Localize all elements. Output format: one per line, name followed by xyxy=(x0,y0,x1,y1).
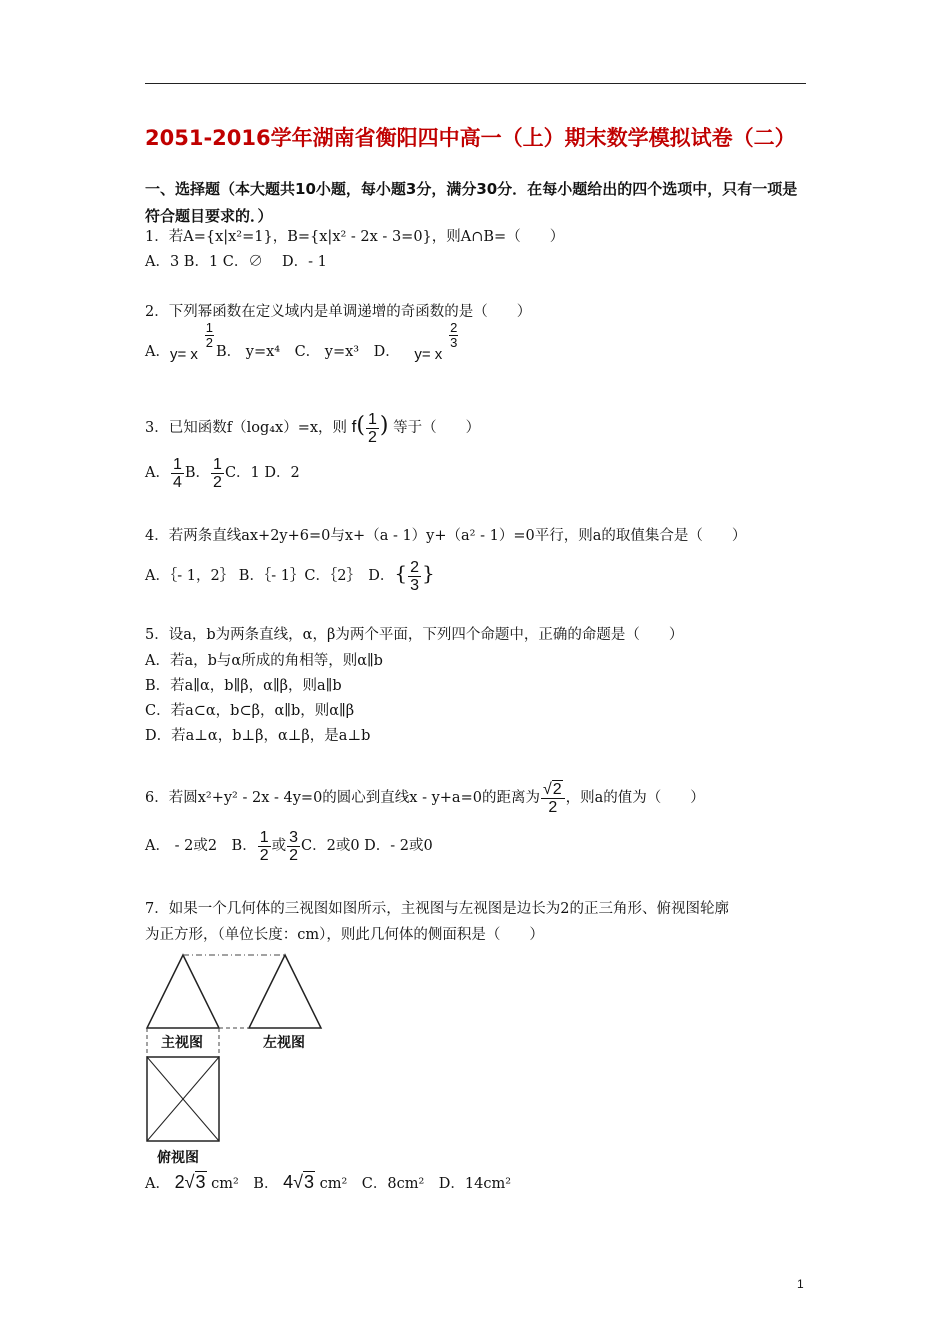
q6-d2: 2 xyxy=(289,846,299,864)
q3-stem-a: 3．已知函数f（log₄x）=x，则 xyxy=(145,420,348,436)
q7-b-rad: 3 xyxy=(303,1172,314,1192)
q6-options xyxy=(145,826,433,866)
q2-option-a-label: A． xyxy=(145,344,170,360)
q5-option-d: D．若a⊥α，b⊥β，α⊥β，是a⊥b xyxy=(145,728,371,744)
q2-a-exp-den: 2 xyxy=(205,335,213,350)
q5-option-a: A．若a，b与α所成的角相等，则α∥b xyxy=(145,653,383,669)
q4-d-num: 2 xyxy=(410,558,420,576)
front-view-triangle xyxy=(147,955,219,1028)
q3-fraction xyxy=(366,411,379,446)
q7-opt-a: A． xyxy=(145,1176,170,1192)
q3-b-den: 2 xyxy=(213,473,222,491)
q3-a-den: 4 xyxy=(172,473,182,491)
q4-options: A．｛- 1，2｝ B．｛- 1｝C．｛2｝ D．{ $\frac{2}{3}$ } xyxy=(145,558,435,594)
q2-power-base-d: y= x xyxy=(414,346,443,363)
q1-options: A．3 B．1 C．∅ D．- 1 xyxy=(145,254,327,270)
q3-f: f xyxy=(351,417,357,436)
left-view-label: 左视图 xyxy=(263,1035,305,1051)
q2-options xyxy=(145,320,458,372)
q7-a-expr: 2√3 xyxy=(174,1172,206,1192)
q6-sqrt-radicand: 2 xyxy=(552,780,562,798)
q3-b-num: 1 xyxy=(213,455,222,473)
q2-a-exp-num: 1 xyxy=(205,320,213,335)
q7-a-rad: 3 xyxy=(195,1172,206,1192)
q6-stem-a: 6．若圆x²+y² - 2x - 4y=0的圆心到直线x - y+a=0的距离为 xyxy=(145,790,540,806)
left-view-triangle xyxy=(249,955,321,1028)
q6-opt-a: A． - 2或2 B． xyxy=(145,838,257,854)
q3-stem: 3．已知函数f（log₄x）=x，则 f( $\frac{1}{2}$ ) 等于（ ） xyxy=(145,410,481,446)
q2-options-mid: B． y=x⁴ C． y=x³ D． xyxy=(215,344,400,360)
q7-options xyxy=(145,1164,511,1200)
q6-b-frac1 xyxy=(258,829,271,864)
q7-a-unit: cm² B． xyxy=(211,1176,279,1192)
q4-d-frac xyxy=(408,559,421,594)
three-view-figure xyxy=(140,950,340,1155)
q7-b-expr: 4√3 xyxy=(283,1172,314,1192)
q3-opt-b: B． xyxy=(184,465,211,481)
q2-power-d xyxy=(414,320,458,369)
q3-b-frac xyxy=(211,456,224,491)
q6-b-frac2 xyxy=(287,829,300,864)
front-view-label: 主视图 xyxy=(161,1035,203,1051)
q2-stem: 2．下列幂函数在定义域内是单调递增的奇函数的是（ ） xyxy=(145,304,532,320)
q3-options xyxy=(145,453,300,493)
q7-stem-line2: 为正方形，（单位长度：cm），则此几何体的侧面积是（ ） xyxy=(145,927,544,943)
q6-opt-rest: C．2或0 D．- 2或0 xyxy=(301,838,433,854)
q3-a-num: 1 xyxy=(172,455,182,473)
page-number: 1 xyxy=(797,1277,804,1291)
q7-stem-line1: 7．如果一个几何体的三视图如图所示，主视图与左视图是边长为2的正三角形、俯视图轮廓 xyxy=(145,901,729,917)
q4-options-text: A．｛- 1，2｝ B．｛- 1｝C．｛2｝ D． xyxy=(145,568,395,584)
q5-option-c: C．若a⊂α，b⊂β，α∥b，则α∥β xyxy=(145,703,355,719)
q6-stem-b: ，则a的值为（ ） xyxy=(565,790,705,806)
q3-frac-den: 2 xyxy=(368,428,377,446)
q1-stem: 1．若A={x|x²=1}，B={x|x² - 2x - 3=0}，则A∩B=（ ） xyxy=(145,229,565,245)
q3-stem-b: 等于（ ） xyxy=(393,420,481,436)
q6-distance-frac: $\frac{√2}{2}$ xyxy=(541,781,565,816)
q6-or: 或 xyxy=(271,838,287,854)
q7-opt-rest: cm² C．8cm² D．14cm² xyxy=(319,1176,512,1192)
q3-opt-a: A． xyxy=(145,465,170,481)
section-heading: 一、选择题（本大题共10小题，每小题3分，满分30分．在每小题给出的四个选项中，只有一项是符合题目要求的．） xyxy=(145,180,798,225)
q5-option-b: B．若a∥α，b∥β，α∥β，则a∥b xyxy=(145,678,342,694)
q3-opt-rest: C．1 D．2 xyxy=(224,465,300,481)
q6-n2: 3 xyxy=(289,828,299,846)
q5-stem: 5．设a，b为两条直线，α，β为两个平面，下列四个命题中，正确的命题是（ ） xyxy=(145,627,684,643)
q7-b-coef: 4 xyxy=(283,1172,294,1192)
q2-d-exp-den: 3 xyxy=(450,335,458,350)
q3-a-frac xyxy=(171,456,184,491)
q3-frac-num: 1 xyxy=(368,410,377,428)
header-rule xyxy=(145,83,806,84)
q2-power-base: y= x xyxy=(169,346,198,363)
q4-stem: 4．若两条直线ax+2y+6=0与x+（a - 1）y+（a² - 1）=0平行，则a的取值集合是（ ） xyxy=(145,528,747,544)
q6-den: 2 xyxy=(548,798,558,816)
q4-d-den: 3 xyxy=(410,576,420,594)
page-title: 2051-2016学年湖南省衡阳四中高一（上）期末数学模拟试卷（二） xyxy=(145,126,796,150)
top-view-label: 俯视图 xyxy=(157,1150,199,1166)
q2-power-a xyxy=(169,320,213,369)
q6-d1: 2 xyxy=(259,846,269,864)
q2-d-exp-num: 2 xyxy=(450,320,458,335)
q6-stem xyxy=(145,776,705,820)
q6-n1: 1 xyxy=(259,828,269,846)
q7-a-coef: 2 xyxy=(174,1172,185,1192)
